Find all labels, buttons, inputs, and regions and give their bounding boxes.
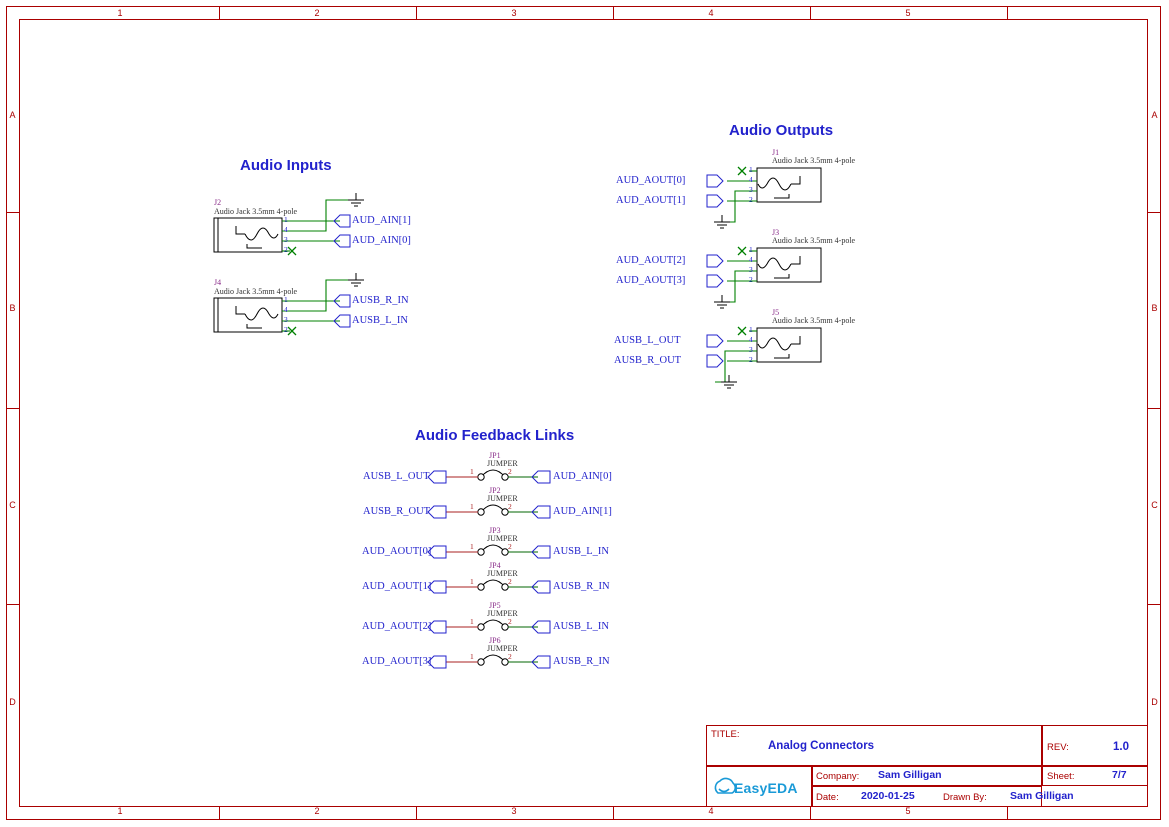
net-label-aud-aout-3: AUD_AOUT[3] xyxy=(362,656,432,667)
net-label-ausb-r-in: AUSB_R_IN xyxy=(553,581,610,592)
zone-label-bottom: 3 xyxy=(511,806,517,816)
zone-label-bottom: 2 xyxy=(314,806,320,816)
pin-number: 2 xyxy=(749,275,753,284)
zone-label-top: 4 xyxy=(708,8,714,18)
component-value-jp6: JUMPER xyxy=(487,644,518,653)
zone-label-left: B xyxy=(9,303,16,313)
component-ref-j4: J4 xyxy=(214,278,222,287)
pin-number: 4 xyxy=(749,335,753,344)
pin-number: 3 xyxy=(749,265,753,274)
zone-tick xyxy=(613,6,614,19)
component-ref-jp6: JP6 xyxy=(489,636,501,645)
component-value-jp2: JUMPER xyxy=(487,494,518,503)
pin-number: 2 xyxy=(508,577,512,586)
pin-number: 1 xyxy=(749,245,753,254)
zone-label-left: A xyxy=(9,110,16,120)
zone-label-right: D xyxy=(1151,697,1158,707)
pin-number: 1 xyxy=(470,502,474,511)
component-ref-j2: J2 xyxy=(214,198,222,207)
section-title-audio-outputs: Audio Outputs xyxy=(729,122,834,139)
component-ref-jp3: JP3 xyxy=(489,526,501,535)
zone-tick xyxy=(219,807,220,820)
net-label-aud-aout-2: AUD_AOUT[2] xyxy=(362,621,432,632)
net-label-ausb-l-in: AUSB_L_IN xyxy=(553,546,610,557)
zone-tick xyxy=(416,6,417,19)
zone-tick xyxy=(6,604,19,605)
pin-number: 2 xyxy=(284,325,288,334)
zone-tick xyxy=(6,408,19,409)
zone-label-bottom: 5 xyxy=(905,806,911,816)
net-label-aud-ain-0: AUD_AIN[0] xyxy=(553,471,612,482)
sheet-border-inner xyxy=(19,19,1148,807)
drawn-by-value: Sam Gilligan xyxy=(1010,790,1074,802)
title-block-date-cell xyxy=(812,786,1042,807)
net-label-aud-aout-2: AUD_AOUT[2] xyxy=(616,255,686,266)
component-value-j1: Audio Jack 3.5mm 4-pole xyxy=(772,156,856,165)
net-label-ausb-r-in: AUSB_R_IN xyxy=(553,656,610,667)
pin-number: 3 xyxy=(749,185,753,194)
component-ref-j5: J5 xyxy=(772,308,780,317)
section-title-audio-feedback: Audio Feedback Links xyxy=(415,427,575,444)
sheet-label: Sheet: xyxy=(1047,771,1075,782)
net-label-ausb-l-in: AUSB_L_IN xyxy=(553,621,610,632)
rev-value: 1.0 xyxy=(1113,741,1129,753)
zone-tick xyxy=(219,6,220,19)
pin-number: 2 xyxy=(508,467,512,476)
pin-number: 2 xyxy=(749,195,753,204)
pin-number: 4 xyxy=(284,305,288,314)
component-ref-j3: J3 xyxy=(772,228,780,237)
net-label-aud-aout-3: AUD_AOUT[3] xyxy=(616,275,686,286)
pin-number: 1 xyxy=(470,577,474,586)
date-value: 2020-01-25 xyxy=(861,790,915,802)
net-label-aud-aout-1: AUD_AOUT[1] xyxy=(616,195,686,206)
zone-tick xyxy=(613,807,614,820)
component-value-jp1: JUMPER xyxy=(487,459,518,468)
easyeda-logo-text: EasyEDA xyxy=(734,780,798,796)
pin-number: 3 xyxy=(284,315,288,324)
net-label-ausb-l-out: AUSB_L_OUT xyxy=(363,471,430,482)
zone-label-top: 1 xyxy=(117,8,123,18)
pin-number: 2 xyxy=(508,617,512,626)
date-label: Date: xyxy=(816,792,839,803)
pin-number: 1 xyxy=(749,325,753,334)
zone-tick xyxy=(810,6,811,19)
pin-number: 2 xyxy=(284,245,288,254)
zone-tick xyxy=(810,807,811,820)
zone-label-left: C xyxy=(9,500,16,510)
pin-number: 1 xyxy=(470,467,474,476)
zone-label-left: D xyxy=(9,697,16,707)
component-value-j3: Audio Jack 3.5mm 4-pole xyxy=(772,236,856,245)
pin-number: 1 xyxy=(470,617,474,626)
net-label-ausb-r-out: AUSB_R_OUT xyxy=(614,355,682,366)
title-value: Analog Connectors xyxy=(768,740,875,752)
zone-tick xyxy=(1148,604,1161,605)
component-ref-jp2: JP2 xyxy=(489,486,501,495)
net-label-aud-aout-1: AUD_AOUT[1] xyxy=(362,581,432,592)
pin-number: 1 xyxy=(749,165,753,174)
pin-number: 1 xyxy=(284,295,288,304)
pin-number: 2 xyxy=(508,502,512,511)
drawn-by-label: Drawn By: xyxy=(943,792,987,803)
zone-label-top: 2 xyxy=(314,8,320,18)
pin-number: 4 xyxy=(284,225,288,234)
pin-number: 1 xyxy=(284,215,288,224)
zone-label-bottom: 1 xyxy=(117,806,123,816)
component-ref-jp1: JP1 xyxy=(489,451,501,460)
pin-number: 3 xyxy=(284,235,288,244)
zone-tick xyxy=(1148,408,1161,409)
component-value-j4: Audio Jack 3.5mm 4-pole xyxy=(214,287,298,296)
component-value-jp5: JUMPER xyxy=(487,609,518,618)
component-ref-jp4: JP4 xyxy=(489,561,501,570)
net-label-ausb-r-out: AUSB_R_OUT xyxy=(363,506,431,517)
zone-label-right: B xyxy=(1151,303,1158,313)
net-label-aud-aout-0: AUD_AOUT[0] xyxy=(362,546,432,557)
rev-label: REV: xyxy=(1047,742,1069,753)
net-label-aud-ain-0: AUD_AIN[0] xyxy=(352,235,411,246)
zone-tick xyxy=(416,807,417,820)
zone-label-top: 5 xyxy=(905,8,911,18)
company-value: Sam Gilligan xyxy=(878,769,942,781)
pin-number: 2 xyxy=(508,652,512,661)
pin-number: 2 xyxy=(749,355,753,364)
component-value-jp4: JUMPER xyxy=(487,569,518,578)
pin-number: 4 xyxy=(749,175,753,184)
component-ref-j1: J1 xyxy=(772,148,780,157)
net-label-aud-ain-1: AUD_AIN[1] xyxy=(553,506,612,517)
title-label: TITLE: xyxy=(711,729,740,740)
net-label-aud-ain-1: AUD_AIN[1] xyxy=(352,215,411,226)
component-value-j5: Audio Jack 3.5mm 4-pole xyxy=(772,316,856,325)
zone-tick xyxy=(1148,212,1161,213)
company-label: Company: xyxy=(816,771,860,782)
component-value-j2: Audio Jack 3.5mm 4-pole xyxy=(214,207,298,216)
section-title-audio-inputs: Audio Inputs xyxy=(240,157,332,174)
pin-number: 2 xyxy=(508,542,512,551)
zone-tick xyxy=(1007,6,1008,19)
pin-number: 1 xyxy=(470,652,474,661)
component-value-jp3: JUMPER xyxy=(487,534,518,543)
zone-label-right: C xyxy=(1151,500,1158,510)
net-label-ausb-l-out: AUSB_L_OUT xyxy=(614,335,681,346)
net-label-ausb-l-in: AUSB_L_IN xyxy=(352,315,409,326)
sheet-value: 7/7 xyxy=(1112,769,1127,781)
zone-label-right: A xyxy=(1151,110,1158,120)
zone-tick xyxy=(1007,807,1008,820)
pin-number: 3 xyxy=(749,345,753,354)
zone-label-top: 3 xyxy=(511,8,517,18)
pin-number: 4 xyxy=(749,255,753,264)
zone-label-bottom: 4 xyxy=(708,806,714,816)
component-ref-jp5: JP5 xyxy=(489,601,501,610)
net-label-ausb-r-in: AUSB_R_IN xyxy=(352,295,409,306)
net-label-aud-aout-0: AUD_AOUT[0] xyxy=(616,175,686,186)
zone-tick xyxy=(6,212,19,213)
pin-number: 1 xyxy=(470,542,474,551)
